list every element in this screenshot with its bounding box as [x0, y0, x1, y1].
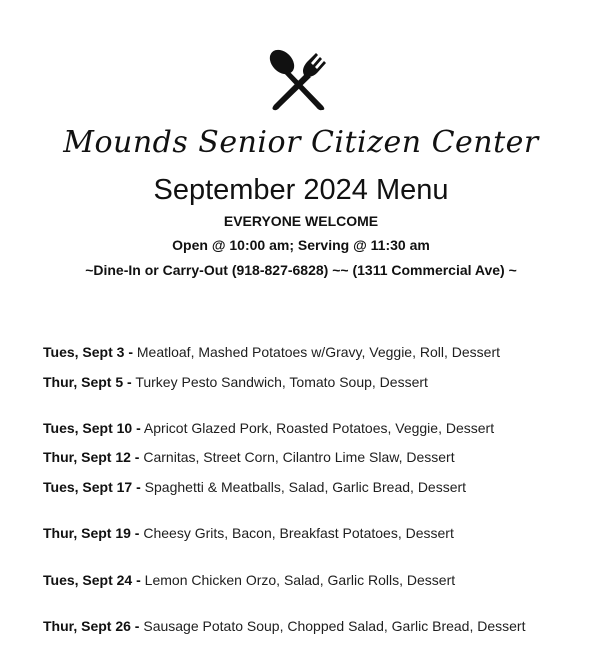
menu-item — [43, 478, 466, 496]
menu-item-dishes: Turkey Pesto Sandwich, Tomato Soup, Dessert — [135, 374, 428, 390]
hours-line: Open @ 10:00 am; Serving @ 11:30 am — [172, 237, 430, 253]
menu-item-dishes: Cheesy Grits, Bacon, Breakfast Potatoes, Dessert — [143, 525, 454, 541]
menu-item-date: Thur, Sept 12 - — [43, 449, 140, 465]
menu-item — [43, 343, 500, 361]
menu-item-dishes: Apricot Glazed Pork, Roasted Potatoes, Veggie, Dessert — [143, 420, 495, 436]
menu-item-date: Tues, Sept 3 - — [43, 344, 133, 360]
menu-item — [43, 373, 428, 391]
menu-item-dishes: Lemon Chicken Orzo, Salad, Garlic Rolls, Dessert — [144, 572, 456, 588]
menu-item-dishes: Carnitas, Street Corn, Cilantro Lime Slaw, Dessert — [143, 449, 455, 465]
welcome-line: EVERYONE WELCOME — [223, 213, 379, 229]
center-name: Mounds Senior Citizen Center — [63, 125, 539, 160]
menu-item — [43, 448, 455, 466]
menu-item-date: Tues, Sept 17 - — [43, 479, 141, 495]
menu-item — [43, 524, 454, 542]
menu-item-date: Thur, Sept 26 - — [43, 618, 140, 634]
menu-title: September 2024 Menu — [153, 174, 449, 206]
menu-item-date: Tues, Sept 24 - — [43, 572, 141, 588]
menu-item — [43, 419, 494, 437]
menu-item-dishes: Meatloaf, Mashed Potatoes w/Gravy, Veggie, Roll, Dessert — [136, 344, 501, 360]
menu-item — [43, 571, 455, 589]
menu-item-date: Thur, Sept 5 - — [43, 374, 132, 390]
menu-item-date: Thur, Sept 19 - — [43, 525, 140, 541]
menu-item-dishes: Sausage Potato Soup, Chopped Salad, Garlic Bread, Dessert — [143, 618, 526, 634]
contact-line: ~Dine-In or Carry-Out (918-827-6828) ~~ (1311 Commercial Ave) ~ — [85, 262, 517, 278]
menu-item — [43, 617, 525, 635]
menu-item-dishes: Spaghetti & Meatballs, Salad, Garlic Bread, Dessert — [144, 479, 467, 495]
menu-item-date: Tues, Sept 10 - — [43, 420, 141, 436]
spoon-fork-crossed-icon — [265, 47, 333, 113]
